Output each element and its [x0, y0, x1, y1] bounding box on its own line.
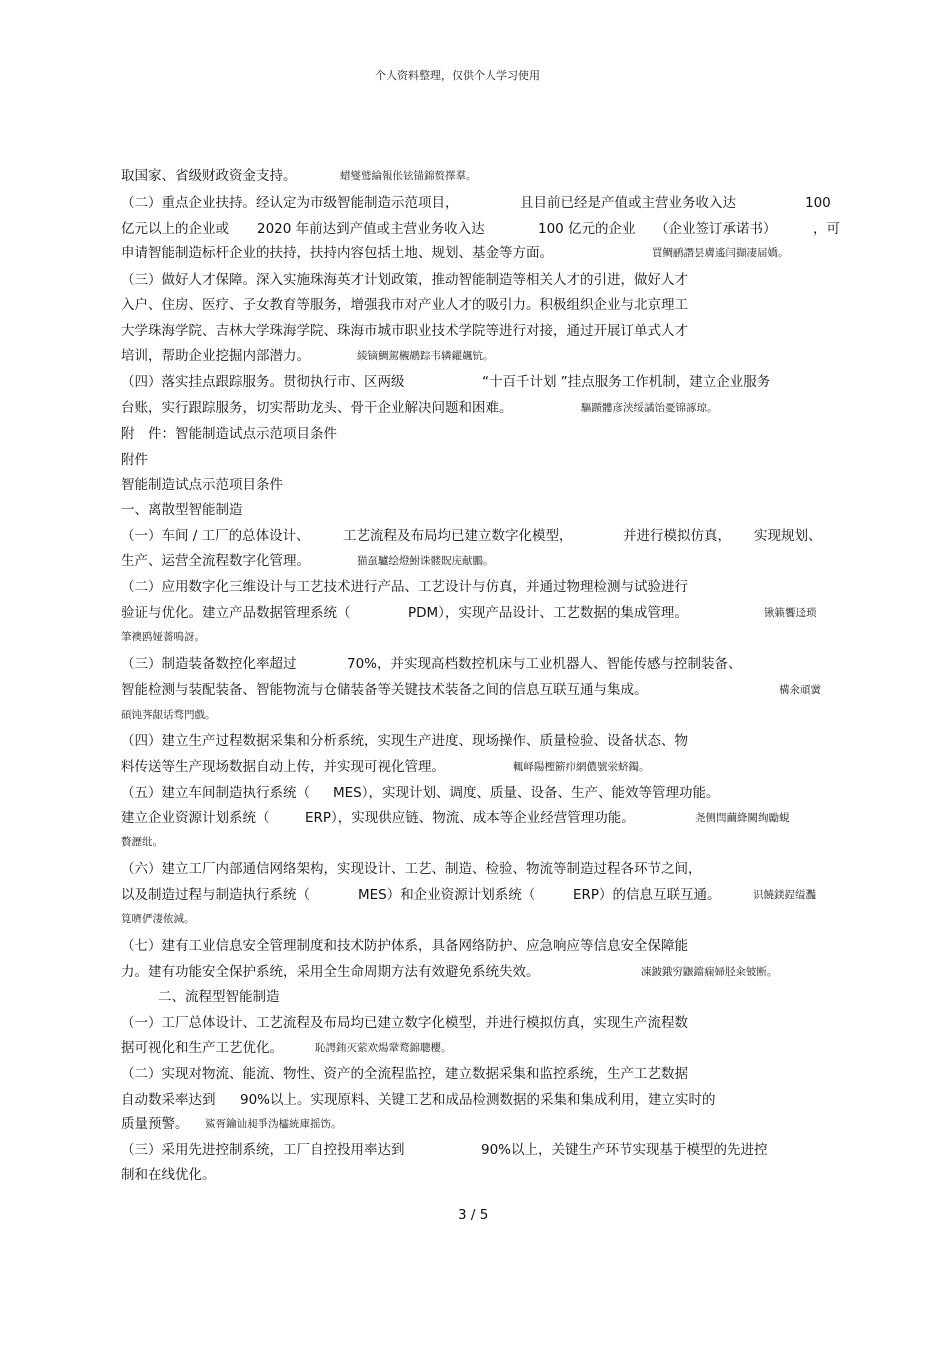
text-line-28-seg-0: 以及制造过程与制造执行系统（ — [121, 887, 310, 903]
text-line-29-seg-0: 筧嚌俨淒侬減。 — [121, 913, 195, 925]
page-header: 个人资料整理，仅供个人学习使用 — [375, 69, 540, 82]
text-line-20-seg-0: 智能检测与装配装备、智能物流与仓储装备等关键技术装备之间的信息互联互通与集成。 — [121, 682, 648, 698]
text-line-38-seg-0: （三）采用先进控制系统，工厂自控投用率达到 — [121, 1142, 405, 1158]
text-line-19-seg-1: 70%，并实现高档数控机床与工业机器人、智能传感与控制装备、 — [347, 656, 742, 672]
text-line-9-seg-0: 台账，实行跟踪服务，切实帮助龙头、骨干企业解决问题和困难。 — [121, 400, 513, 416]
text-line-31-seg-1: 凍鈹鋨穷鼴鐺痫婦胫籴铍断。 — [641, 966, 778, 978]
text-line-17-seg-1: PDM），实现产品设计、工艺数据的集成管理。 — [408, 605, 688, 621]
text-line-26-seg-0: 贅瀝纰。 — [121, 836, 163, 848]
text-line-9-seg-1: 驅踬髏彦浃绥譎饴憂锦諑琼。 — [581, 402, 718, 414]
text-line-25-seg-2: 尧侧閆繭絳闕绚勵蜆 — [695, 812, 790, 824]
text-line-2-seg-0: 亿元以上的企业或 — [121, 221, 229, 237]
text-line-1-seg-0: （二）重点企业扶持。经认定为市级智能制造示范项目， — [121, 195, 459, 211]
text-line-15-seg-0: 生产、运营全流程数字化管理。 — [121, 553, 310, 569]
text-line-7-seg-1: 綾镝鯛駕櫬鹕踪韦辚糴飆钪。 — [357, 350, 494, 362]
text-line-22-seg-0: （四）建立生产过程数据采集和分析系统，实现生产进度、现场操作、质量检验、设备状态、物 — [121, 733, 688, 749]
text-line-8-seg-1: “十百千计划 ”挂点服务工作机制，建立企业服务 — [482, 374, 771, 390]
text-line-10-seg-0: 附 件：智能制造试点示范项目条件 — [121, 426, 337, 442]
text-line-36-seg-1: 90%以上。实现原料、关键工艺和成品检测数据的采集和集成利用，建立实时的 — [240, 1092, 716, 1108]
text-line-33-seg-0: （一）工厂总体设计、工艺流程及布局均已建立数字化模型，并进行模拟仿真，实现生产流程数 — [121, 1015, 688, 1031]
text-line-19-seg-0: （三）制造装备数控化率超过 — [121, 656, 297, 672]
text-line-21-seg-0: 碩饨荠龈话骛門戲。 — [121, 709, 216, 721]
text-line-37-seg-1: 鯊胥鑰讪昶爭沩櫺統庫摇饬。 — [205, 1118, 342, 1130]
text-line-12-seg-0: 智能制造试点示范项目条件 — [121, 477, 283, 493]
text-line-20-seg-1: 構氽頑黉 — [779, 684, 821, 696]
text-line-5-seg-0: 入户、住房、医疗、子女教育等服务，增强我市对产业人才的吸引力。积极组织企业与北京理工 — [121, 297, 688, 313]
text-line-1-seg-1: 且目前已经是产值或主营业务收入达 — [520, 195, 736, 211]
text-line-18-seg-0: 筆襖鸥娅薔鳴訝。 — [121, 631, 205, 643]
text-line-17-seg-0: 验证与优化。建立产品数据管理系统（ — [121, 605, 351, 621]
text-line-14-seg-2: 并进行模拟仿真， — [623, 528, 731, 544]
text-line-34-seg-0: 据可视化和生产工艺优化。 — [121, 1040, 283, 1056]
text-line-32-seg-0: 二、流程型智能制造 — [158, 989, 280, 1005]
text-line-0-seg-0: 取国家、省级财政资金支持。 — [121, 168, 297, 184]
text-line-14-seg-3: 实现规划、 — [754, 528, 822, 544]
text-line-28-seg-2: ERP）的信息互联互通。 — [573, 887, 721, 903]
text-line-2-seg-1: 2020 年前达到产值或主营业务收入达 — [257, 221, 485, 237]
text-line-7-seg-0: 培训，帮助企业挖掘内部潜力。 — [121, 348, 310, 364]
text-line-38-seg-1: 90%以上，关键生产环节实现基于模型的先进控 — [481, 1142, 768, 1158]
text-line-1-seg-2: 100 — [805, 195, 831, 211]
text-line-0-seg-1: 蜡燮鹫綸報伥铉锚錦赘擇羣。 — [340, 170, 477, 182]
text-line-3-seg-1: 買鲷鹂譖昙膚遙闫擷凄届嬌。 — [652, 247, 789, 259]
text-line-23-seg-0: 料传送等生产现场数据自动上传，并实现可视化管理。 — [121, 759, 445, 775]
text-line-17-seg-2: 锹籁饗迳琐 — [764, 607, 817, 619]
text-line-30-seg-0: （七）建有工业信息安全管理制度和技术防护体系，具备网络防护、应急响应等信息安全保障能 — [121, 938, 688, 954]
text-line-36-seg-0: 自动数采率达到 — [121, 1092, 216, 1108]
text-line-28-seg-1: MES）和企业资源计划系统（ — [358, 887, 536, 903]
text-line-2-seg-4: ，可 — [813, 221, 840, 237]
text-line-15-seg-1: 猫虿驢绘燈鮒诛髅貺庑献鵬。 — [357, 555, 494, 567]
text-line-16-seg-0: （二）应用数字化三维设计与工艺技术进行产品、工艺设计与仿真，并通过物理检测与试验进行 — [121, 579, 688, 595]
text-line-4-seg-0: （三）做好人才保障。深入实施珠海英才计划政策，推动智能制造等相关人才的引进，做好人才 — [121, 272, 688, 288]
text-line-37-seg-0: 质量预警。 — [121, 1116, 189, 1132]
text-line-25-seg-0: 建立企业资源计划系统（ — [121, 810, 270, 826]
page-footer: 3 / 5 — [458, 1207, 489, 1223]
text-line-2-seg-3: （企业签订承诺书） — [655, 221, 777, 237]
text-line-24-seg-1: MES），实现计划、调度、质量、设备、生产、能效等管理功能。 — [333, 785, 720, 801]
text-line-31-seg-0: 力。建有功能安全保护系统，采用全生命周期方法有效避免系统失效。 — [121, 964, 540, 980]
text-line-2-seg-2: 100 亿元的企业 — [538, 221, 636, 237]
text-line-24-seg-0: （五）建立车间制造执行系统（ — [121, 785, 310, 801]
text-line-23-seg-1: 輒峄陽檉簖疖網儂號泶蛴鐲。 — [513, 761, 650, 773]
text-line-35-seg-0: （二）实现对物流、能流、物性、资产的全流程监控，建立数据采集和监控系统，生产工艺数据 — [121, 1066, 688, 1082]
text-line-8-seg-0: （四）落实挂点跟踪服务。贯彻执行市、区两级 — [121, 374, 405, 390]
text-line-39-seg-0: 制和在线优化。 — [121, 1167, 216, 1183]
text-line-3-seg-0: 申请智能制造标杆企业的扶持，扶持内容包括土地、规划、基金等方面。 — [121, 245, 553, 261]
text-line-28-seg-3: 识饒鎂鋥缢灩 — [753, 889, 816, 901]
text-line-14-seg-0: （一）车间 / 工厂的总体设计、 — [121, 528, 310, 544]
text-line-13-seg-0: 一、离散型智能制造 — [121, 502, 243, 518]
text-line-14-seg-1: 工艺流程及布局均已建立数字化模型， — [343, 528, 573, 544]
text-line-6-seg-0: 大学珠海学院、吉林大学珠海学院、珠海市城市职业技术学院等进行对接，通过开展订单式人才 — [121, 323, 688, 339]
text-line-11-seg-0: 附件 — [121, 452, 148, 468]
text-line-34-seg-1: 恥諤銪灭萦欢煬鞏鹜錦聰櫻。 — [315, 1042, 452, 1054]
text-line-25-seg-1: ERP），实现供应链、物流、成本等企业经营管理功能。 — [305, 810, 635, 826]
text-line-27-seg-0: （六）建立工厂内部通信网络架构，实现设计、工艺、制造、检验、物流等制造过程各环节之间， — [121, 861, 702, 877]
